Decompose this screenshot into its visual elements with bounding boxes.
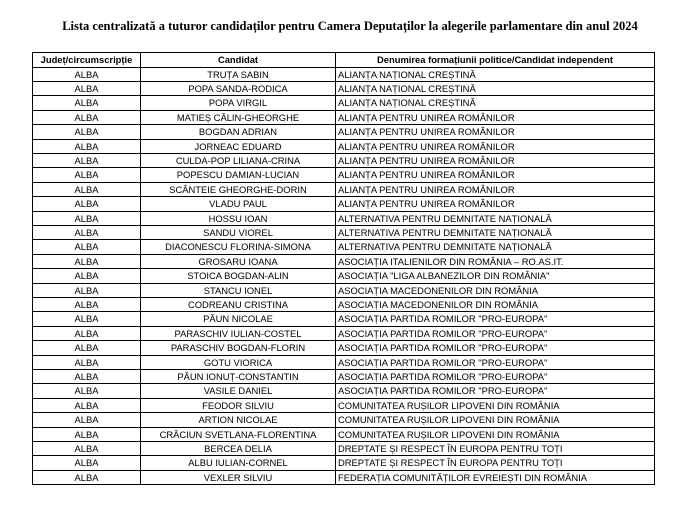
cell-judet: ALBA bbox=[33, 67, 141, 81]
cell-candidat: CRĂCIUN SVETLANA-FLORENTINA bbox=[141, 427, 336, 441]
cell-formatiune: ALIANȚA NAȚIONAL CREȘTINĂ bbox=[336, 81, 655, 95]
cell-formatiune: ASOCIAȚIA ITALIENILOR DIN ROMÂNIA – RO.AS.IT. bbox=[336, 254, 655, 268]
cell-judet: ALBA bbox=[33, 398, 141, 412]
cell-candidat: PĂUN IONUȚ-CONSTANTIN bbox=[141, 370, 336, 384]
cell-judet: ALBA bbox=[33, 225, 141, 239]
cell-judet: ALBA bbox=[33, 312, 141, 326]
cell-candidat: VLADU PAUL bbox=[141, 197, 336, 211]
header-formatiune: Denumirea formațiunii politice/Candidat independent bbox=[336, 53, 655, 68]
cell-judet: ALBA bbox=[33, 81, 141, 95]
cell-formatiune: ALTERNATIVA PENTRU DEMNITATE NAȚIONALĂ bbox=[336, 240, 655, 254]
table-row bbox=[33, 470, 655, 484]
cell-judet: ALBA bbox=[33, 341, 141, 355]
cell-judet: ALBA bbox=[33, 153, 141, 167]
table-row bbox=[33, 456, 655, 470]
table-row bbox=[33, 67, 655, 81]
cell-formatiune: ALTERNATIVA PENTRU DEMNITATE NAȚIONALĂ bbox=[336, 225, 655, 239]
cell-formatiune: DREPTATE ȘI RESPECT ÎN EUROPA PENTRU TOȚI bbox=[336, 442, 655, 456]
table-row bbox=[33, 398, 655, 412]
cell-formatiune: ASOCIAȚIA MACEDONENILOR DIN ROMÂNIA bbox=[336, 283, 655, 297]
table-row bbox=[33, 427, 655, 441]
cell-judet: ALBA bbox=[33, 470, 141, 484]
cell-judet: ALBA bbox=[33, 384, 141, 398]
table-row bbox=[33, 283, 655, 297]
cell-formatiune: COMUNITATEA RUȘILOR LIPOVENI DIN ROMÂNIA bbox=[336, 413, 655, 427]
cell-candidat: SANDU VIOREL bbox=[141, 225, 336, 239]
cell-judet: ALBA bbox=[33, 413, 141, 427]
cell-formatiune: ALIANȚA PENTRU UNIREA ROMÂNILOR bbox=[336, 139, 655, 153]
table-row bbox=[33, 197, 655, 211]
cell-formatiune: ALIANȚA PENTRU UNIREA ROMÂNILOR bbox=[336, 197, 655, 211]
cell-candidat: CODREANU CRISTINA bbox=[141, 298, 336, 312]
table-row bbox=[33, 370, 655, 384]
cell-candidat: STANCU IONEL bbox=[141, 283, 336, 297]
cell-candidat: BOGDAN ADRIAN bbox=[141, 125, 336, 139]
cell-candidat: SCÂNTEIE GHEORGHE-DORIN bbox=[141, 182, 336, 196]
cell-formatiune: ASOCIAȚIA MACEDONENILOR DIN ROMÂNIA bbox=[336, 298, 655, 312]
cell-judet: ALBA bbox=[33, 240, 141, 254]
cell-candidat: POPA SANDA-RODICA bbox=[141, 81, 336, 95]
header-candidat: Candidat bbox=[141, 53, 336, 68]
cell-judet: ALBA bbox=[33, 139, 141, 153]
table-row bbox=[33, 312, 655, 326]
cell-candidat: PARASCHIV IULIAN-COSTEL bbox=[141, 326, 336, 340]
table-row bbox=[33, 96, 655, 110]
cell-judet: ALBA bbox=[33, 370, 141, 384]
cell-judet: ALBA bbox=[33, 197, 141, 211]
table-row bbox=[33, 182, 655, 196]
cell-judet: ALBA bbox=[33, 254, 141, 268]
table-body bbox=[33, 67, 655, 485]
cell-judet: ALBA bbox=[33, 182, 141, 196]
header-row bbox=[33, 53, 655, 68]
cell-formatiune: ALIANȚA NAȚIONAL CREȘTINĂ bbox=[336, 96, 655, 110]
cell-formatiune: COMUNITATEA RUȘILOR LIPOVENI DIN ROMÂNIA bbox=[336, 398, 655, 412]
table-row bbox=[33, 341, 655, 355]
cell-candidat: FEODOR SILVIU bbox=[141, 398, 336, 412]
cell-formatiune: ASOCIAȚIA PARTIDA ROMILOR "PRO-EUROPA" bbox=[336, 312, 655, 326]
cell-candidat: VASILE DANIEL bbox=[141, 384, 336, 398]
table-row bbox=[33, 153, 655, 167]
cell-judet: ALBA bbox=[33, 298, 141, 312]
table-row bbox=[33, 240, 655, 254]
cell-formatiune: ASOCIAȚIA "LIGA ALBANEZILOR DIN ROMÂNIA" bbox=[336, 269, 655, 283]
cell-candidat: PARASCHIV BOGDAN-FLORIN bbox=[141, 341, 336, 355]
table-row bbox=[33, 442, 655, 456]
cell-formatiune: DREPTATE ȘI RESPECT ÎN EUROPA PENTRU TOȚI bbox=[336, 456, 655, 470]
table-row bbox=[33, 326, 655, 340]
cell-candidat: GROSARU IOANA bbox=[141, 254, 336, 268]
cell-candidat: MATIEȘ CĂLIN-GHEORGHE bbox=[141, 110, 336, 124]
cell-formatiune: ALIANȚA PENTRU UNIREA ROMÂNILOR bbox=[336, 153, 655, 167]
cell-judet: ALBA bbox=[33, 326, 141, 340]
table-header bbox=[33, 53, 655, 68]
header-judet: Județ/circumscripție bbox=[33, 53, 141, 68]
table-row bbox=[33, 125, 655, 139]
cell-judet: ALBA bbox=[33, 456, 141, 470]
cell-candidat: GOTU VIORICA bbox=[141, 355, 336, 369]
table-row bbox=[33, 355, 655, 369]
cell-judet: ALBA bbox=[33, 442, 141, 456]
table-row bbox=[33, 81, 655, 95]
table-row bbox=[33, 384, 655, 398]
cell-candidat: VEXLER SILVIU bbox=[141, 470, 336, 484]
cell-candidat: POPESCU DAMIAN-LUCIAN bbox=[141, 168, 336, 182]
candidates-table bbox=[32, 52, 655, 485]
cell-formatiune: ALIANȚA PENTRU UNIREA ROMÂNILOR bbox=[336, 182, 655, 196]
cell-formatiune: ALIANȚA NAȚIONAL CREȘTINĂ bbox=[336, 67, 655, 81]
cell-candidat: HOSSU IOAN bbox=[141, 211, 336, 225]
cell-formatiune: ALIANȚA PENTRU UNIREA ROMÂNILOR bbox=[336, 125, 655, 139]
cell-candidat: ARTION NICOLAE bbox=[141, 413, 336, 427]
table-row bbox=[33, 298, 655, 312]
cell-candidat: STOICA BOGDAN-ALIN bbox=[141, 269, 336, 283]
table-row bbox=[33, 168, 655, 182]
cell-judet: ALBA bbox=[33, 427, 141, 441]
cell-formatiune: ALIANȚA PENTRU UNIREA ROMÂNILOR bbox=[336, 110, 655, 124]
cell-judet: ALBA bbox=[33, 125, 141, 139]
cell-candidat: TRUȚA SABIN bbox=[141, 67, 336, 81]
cell-candidat: PĂUN NICOLAE bbox=[141, 312, 336, 326]
cell-judet: ALBA bbox=[33, 355, 141, 369]
cell-formatiune: ASOCIAȚIA PARTIDA ROMILOR "PRO-EUROPA" bbox=[336, 384, 655, 398]
cell-judet: ALBA bbox=[33, 96, 141, 110]
cell-judet: ALBA bbox=[33, 110, 141, 124]
cell-formatiune: ALTERNATIVA PENTRU DEMNITATE NAȚIONALĂ bbox=[336, 211, 655, 225]
cell-judet: ALBA bbox=[33, 283, 141, 297]
table-row bbox=[33, 139, 655, 153]
table-row bbox=[33, 225, 655, 239]
cell-formatiune: ASOCIAȚIA PARTIDA ROMILOR "PRO-EUROPA" bbox=[336, 355, 655, 369]
cell-judet: ALBA bbox=[33, 168, 141, 182]
cell-formatiune: ASOCIAȚIA PARTIDA ROMILOR "PRO-EUROPA" bbox=[336, 326, 655, 340]
cell-formatiune: ASOCIAȚIA PARTIDA ROMILOR "PRO-EUROPA" bbox=[336, 370, 655, 384]
cell-judet: ALBA bbox=[33, 211, 141, 225]
cell-judet: ALBA bbox=[33, 269, 141, 283]
table-row bbox=[33, 211, 655, 225]
document-title: Lista centralizată a tuturor candidaților pentru Camera Deputaților la alegerile parlamentare din anul 2024 bbox=[62, 19, 638, 33]
cell-formatiune: FEDERAȚIA COMUNITĂȚILOR EVREIEȘTI DIN ROMÂNIA bbox=[336, 470, 655, 484]
cell-candidat: DIACONESCU FLORINA-SIMONA bbox=[141, 240, 336, 254]
cell-candidat: JORNEAC EDUARD bbox=[141, 139, 336, 153]
table-row bbox=[33, 110, 655, 124]
cell-candidat: CULDA-POP LILIANA-CRINA bbox=[141, 153, 336, 167]
cell-formatiune: COMUNITATEA RUȘILOR LIPOVENI DIN ROMÂNIA bbox=[336, 427, 655, 441]
table-row bbox=[33, 254, 655, 268]
cell-candidat: POPA VIRGIL bbox=[141, 96, 336, 110]
table-row bbox=[33, 269, 655, 283]
cell-formatiune: ALIANȚA PENTRU UNIREA ROMÂNILOR bbox=[336, 168, 655, 182]
cell-candidat: BERCEA DELIA bbox=[141, 442, 336, 456]
cell-candidat: ALBU IULIAN-CORNEL bbox=[141, 456, 336, 470]
table-row bbox=[33, 413, 655, 427]
cell-formatiune: ASOCIAȚIA PARTIDA ROMILOR "PRO-EUROPA" bbox=[336, 341, 655, 355]
